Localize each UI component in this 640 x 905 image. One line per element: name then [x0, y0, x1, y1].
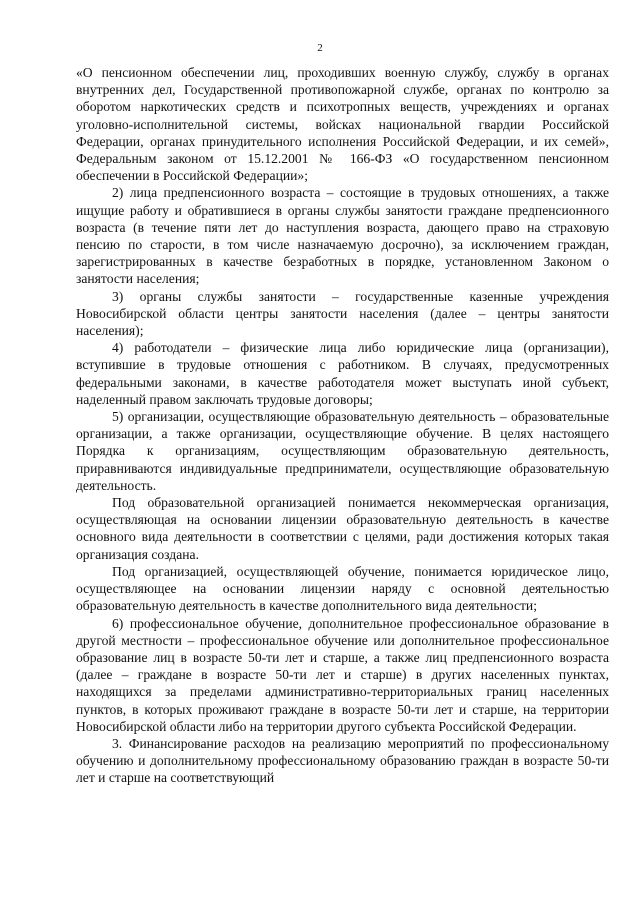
paragraph-section-3: 3. Финансирование расходов на реализацию мероприятий по профессиональному обучению и дополнительному профессиональному образованию граждан в возрасте 50-ти лет и старше на соответствующий — [76, 735, 609, 786]
paragraph-item-6: 6) профессиональное обучение, дополнительное профессиональное образование в другой местности – профессиональное обучение или дополнительное профессиональное образование лиц в возрасте 50-ти лет и старше, а также лиц предпенсионного возраста (далее – граждане в возрасте 50-ти лет и старше) в других населенных пунктах, находящихся за пределами административно-территориальных границ населенных пунктов, в которых проживают граждане в возрасте 50-ти лет и старше, на территории Новосибирской области либо на территории другого субъекта Российской Федерации. — [76, 615, 609, 734]
page-number: 2 — [317, 42, 323, 54]
paragraph-item-4: 4) работодатели – физические лица либо юридические лица (организации), вступившие в трудовые отношения с работником. В случаях, предусмотренных федеральными законами, в качестве работодателя может выступать иной субъект, наделенный правом заключать трудовые договоры; — [76, 340, 609, 407]
paragraph-educational-organization: Под образовательной организацией понимается некоммерческая организация, осуществляющая на основании лицензии образовательную деятельность в качестве основного вида деятельности в соответствии с целями, ради достижения которых такая организация создана. — [76, 495, 609, 562]
paragraph-training-organization: Под организацией, осуществляющей обучение, понимается юридическое лицо, осуществляющее на основании лицензии наряду с основной деятельностью образовательную деятельность в качестве дополнительного вида деятельности; — [76, 563, 609, 614]
document-body — [76, 64, 609, 787]
paragraph-item-2: 2) лица предпенсионного возраста – состоящие в трудовых отношениях, а также ищущие работу и обратившиеся в органы службы занятости граждане предпенсионного возраста (в течение пяти лет до наступления возраста, дающего право на страховую пенсию по старости, в том числе назначаемую досрочно), за исключением граждан, зарегистрированных в качестве безработных в порядке, установленном Законом о занятости населения; — [76, 185, 609, 287]
paragraph-item-5: 5) организации, осуществляющие образовательную деятельность – образовательные организации, а также организации, осуществляющие обучение. В целях настоящего Порядка к организациям, осуществляющим образовательную деятельность, приравниваются индивидуальные предприниматели, осуществляющие образовательную деятельность. — [76, 409, 609, 493]
paragraph-item-3: 3) органы службы занятости – государственные казенные учреждения Новосибирской области центры занятости населения (далее – центры занятости населения); — [76, 288, 609, 339]
paragraph-law-reference: «О пенсионном обеспечении лиц, проходивших военную службу, службу в органах внутренних дел, Государственной противопожарной службе, органах по контролю за оборотом наркотических средств и психотропных веществ, учреждениях и органах уголовно-исполнительной системы, войсках национальной гвардии Российской Федерации, органах принудительного исполнения Российской Федерации, и их семей», Федеральным законом от 15.12.2001 № 166-ФЗ «О государственном пенсионном обеспечении в Российской Федерации»; — [76, 65, 609, 184]
